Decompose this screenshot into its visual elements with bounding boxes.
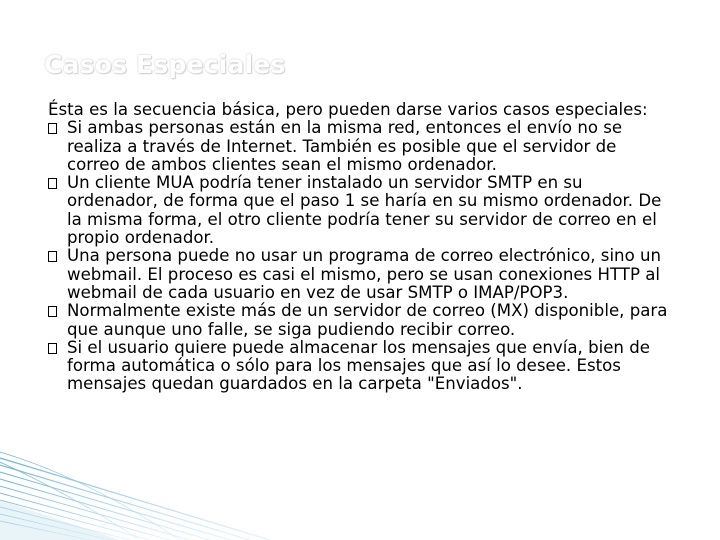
list-item (48, 302, 673, 339)
missing-glyph-box-icon (48, 178, 57, 189)
slide-body (48, 101, 673, 394)
list-item (48, 119, 673, 174)
missing-glyph-box-icon (48, 123, 57, 134)
intro-text: Ésta es la secuencia básica, pero pueden darse varios casos especiales: (48, 100, 648, 119)
bullet-text: Una persona puede no usar un programa de correo electrónico, sino un webmail. El proceso es casi el mismo, pero se usan conexiones HTTP al webmail de cada usuario en vez de usar SMTP o IMAP/POP3. (67, 246, 662, 302)
missing-glyph-box-icon (48, 306, 57, 317)
list-item (48, 247, 673, 302)
list-item (48, 174, 673, 247)
missing-glyph-box-icon (48, 343, 57, 354)
bullet-text: Normalmente existe más de un servidor de correo (MX) disponible, para que aunque uno falle, se siga pudiendo recibir correo. (67, 301, 668, 339)
missing-glyph-box-icon (48, 251, 57, 262)
list-item (48, 339, 673, 394)
slide-title: Casos Especiales (44, 50, 286, 79)
bullet-text: Si ambas personas están en la misma red, entonces el envío no se realiza a través de Internet. También es posible que el servidor de correo de ambos clientes sean el mismo ordenador. (67, 118, 623, 174)
bullet-list (48, 119, 673, 393)
bullet-text: Un cliente MUA podría tener instalado un servidor SMTP en su ordenador, de forma que el paso 1 se haría en su mismo ordenador. De la misma forma, el otro cliente podría tener su servidor de correo en el propio ordenador. (67, 173, 662, 248)
bullet-text: Si el usuario quiere puede almacenar los mensajes que envía, bien de forma automática o sólo para los mensajes que así lo desee. Estos mensajes quedan guardados en la carpeta "Enviados". (67, 337, 650, 394)
